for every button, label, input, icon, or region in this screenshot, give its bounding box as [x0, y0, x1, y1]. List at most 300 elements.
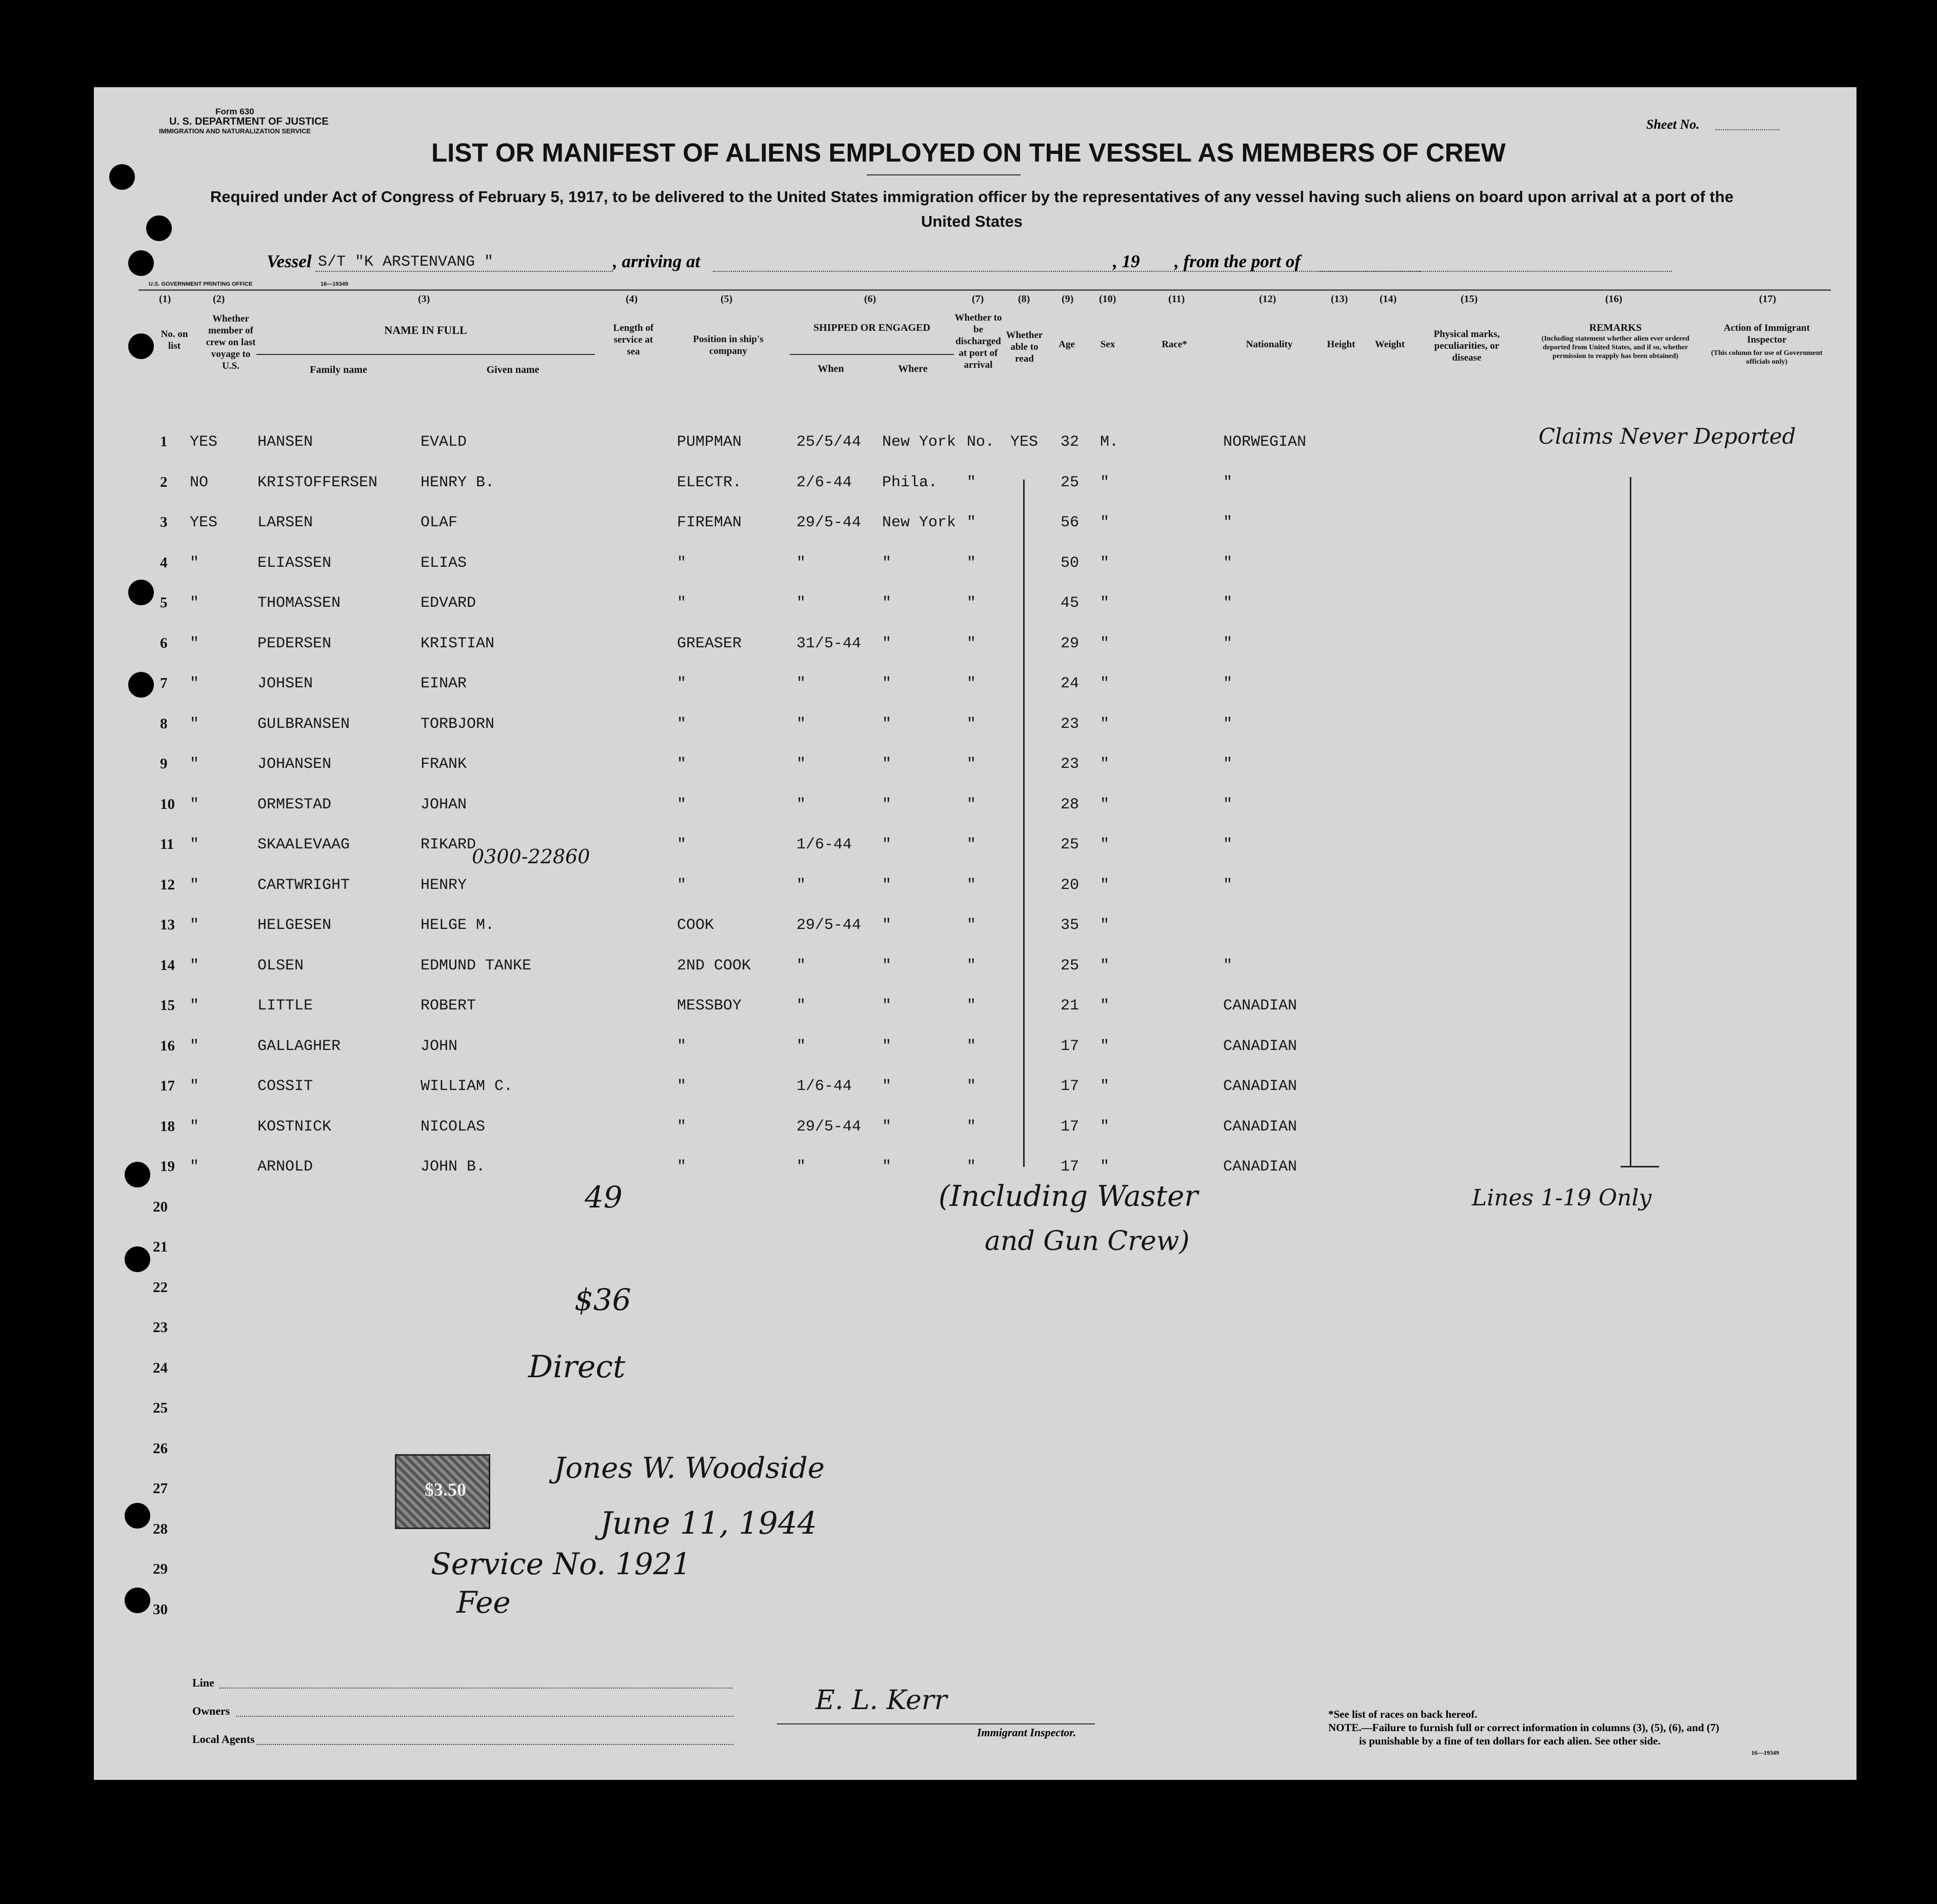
- col-header-action: Action of Immigrant Inspector: [1724, 323, 1810, 345]
- punch-hole: [128, 250, 154, 276]
- cell-when: 29/5-44: [796, 514, 862, 531]
- cell-crew: ": [190, 715, 199, 733]
- row-number: 22: [153, 1279, 168, 1296]
- service-name: IMMIGRATION AND NATURALIZATION SERVICE: [159, 127, 311, 135]
- row-number: 25: [153, 1400, 168, 1416]
- cell-position: ELECTR.: [677, 473, 742, 491]
- cell-where: ": [882, 957, 892, 975]
- row-number: 30: [153, 1601, 168, 1618]
- cell-sex: ": [1100, 1118, 1110, 1136]
- cell-age: 29: [1061, 634, 1080, 652]
- punch-hole: [125, 1246, 150, 1272]
- cell-when: ": [796, 796, 806, 814]
- cell-position: 2ND COOK: [677, 957, 751, 975]
- cell-position: ": [677, 715, 687, 733]
- cell-sex: ": [1100, 957, 1110, 975]
- crew-count: 49: [585, 1180, 623, 1215]
- cell-given-name: EDMUND TANKE: [421, 957, 532, 975]
- cell-family-name: LITTLE: [257, 997, 313, 1015]
- cell-discharged: ": [967, 715, 976, 733]
- page-title: LIST OR MANIFEST OF ALIENS EMPLOYED ON THE VESSEL AS MEMBERS OF CREW: [431, 138, 1506, 167]
- col-header-physical: Physical marks, peculiarities, or disease: [1433, 329, 1500, 363]
- row-number: 21: [153, 1239, 168, 1255]
- footer-owners-label: Owners: [192, 1704, 230, 1717]
- cell-sex: ": [1100, 675, 1110, 692]
- col-num: (10): [1099, 293, 1116, 305]
- cell-family-name: ELIASSEN: [257, 554, 332, 572]
- col-num: (7): [972, 293, 984, 305]
- vessel-name: S/T "K ARSTENVANG ": [318, 253, 494, 271]
- cell-nationality: CANADIAN: [1223, 1078, 1297, 1095]
- punch-hole: [109, 164, 135, 190]
- row-number: 16: [160, 1037, 175, 1054]
- cell-crew: YES: [190, 433, 218, 451]
- cell-age: 28: [1061, 796, 1080, 814]
- row-number: 13: [160, 917, 175, 933]
- row-number: 15: [160, 997, 175, 1014]
- cell-given-name: ROBERT: [421, 997, 476, 1015]
- col-num: (8): [1018, 293, 1030, 305]
- col-num: (6): [864, 293, 876, 305]
- col-num: (1): [159, 293, 171, 305]
- cell-discharged: ": [967, 554, 976, 572]
- col-sub-when: When: [817, 363, 844, 374]
- cell-crew: NO: [190, 473, 209, 491]
- cell-where: ": [882, 796, 892, 814]
- cell-crew: ": [190, 1118, 199, 1136]
- cell-nationality: ": [1223, 675, 1233, 692]
- cell-crew: ": [190, 876, 199, 894]
- cell-when: ": [796, 554, 806, 572]
- cell-family-name: JOHSEN: [257, 675, 313, 692]
- cell-nationality: CANADIAN: [1223, 1158, 1297, 1176]
- cell-where: ": [882, 1078, 892, 1095]
- cell-family-name: GULBRANSEN: [257, 715, 350, 733]
- cell-nationality: ": [1223, 514, 1233, 531]
- cell-given-name: TORBJORN: [421, 715, 495, 733]
- col-num: (17): [1759, 293, 1776, 305]
- lines-note: Lines 1-19 Only: [1472, 1185, 1652, 1211]
- cell-given-name: WILLIAM C.: [421, 1078, 513, 1095]
- col-num: (12): [1259, 293, 1276, 305]
- cell-age: 25: [1061, 836, 1080, 854]
- cell-position: ": [677, 796, 687, 814]
- cell-when: 31/5-44: [796, 634, 862, 652]
- cell-position: ": [677, 876, 687, 894]
- cell-age: 24: [1061, 675, 1080, 692]
- cell-sex: ": [1100, 715, 1110, 733]
- cell-family-name: JOHANSEN: [257, 756, 332, 773]
- cell-crew: ": [190, 997, 199, 1015]
- cell-where: New York: [882, 514, 956, 531]
- cell-sex: ": [1100, 514, 1110, 531]
- cell-family-name: ARNOLD: [257, 1158, 313, 1176]
- cell-sex: ": [1100, 796, 1110, 814]
- sheet-label: Sheet No.: [1646, 117, 1700, 132]
- col-header-discharged: Whether to be discharged at port of arrival: [954, 312, 1002, 370]
- fee-amount: $36: [574, 1282, 631, 1317]
- cell-where: ": [882, 1037, 892, 1055]
- cell-sex: ": [1100, 634, 1110, 652]
- col-header-height: Height: [1327, 339, 1355, 350]
- col-header-crew: Whether member of crew on last voyage to U.S.: [206, 313, 256, 371]
- cell-discharged: ": [967, 1078, 976, 1095]
- cell-discharged: ": [967, 634, 976, 652]
- col-header-shipped: SHIPPED OR ENGAGED: [813, 322, 930, 333]
- cell-sex: ": [1100, 594, 1110, 612]
- cell-where: ": [882, 756, 892, 773]
- from-port-label: , from the port of: [1174, 251, 1301, 271]
- cell-sex: ": [1100, 836, 1110, 854]
- direct-note: Direct: [528, 1349, 626, 1385]
- cell-discharged: ": [967, 473, 976, 491]
- cell-age: 45: [1061, 594, 1080, 612]
- footer-code: 16—19349: [1751, 1749, 1779, 1756]
- including-note-2: and Gun Crew): [985, 1226, 1190, 1257]
- cell-age: 23: [1061, 756, 1080, 773]
- cell-family-name: CARTWRIGHT: [257, 876, 350, 894]
- cell-nationality: ": [1223, 957, 1233, 975]
- row-number: 20: [153, 1198, 168, 1215]
- cell-family-name: THOMASSEN: [257, 594, 341, 612]
- punch-hole: [125, 1162, 150, 1187]
- cell-nationality: ": [1223, 836, 1233, 854]
- row-number: 7: [160, 675, 168, 691]
- col-sub-where: Where: [898, 363, 928, 374]
- cell-family-name: GALLAGHER: [257, 1037, 341, 1055]
- cell-crew: ": [190, 554, 199, 572]
- footer-note-fine-1: NOTE.—Failure to furnish full or correct information in columns (3), (5), (6), and (7): [1328, 1721, 1720, 1734]
- cell-nationality: ": [1223, 594, 1233, 612]
- cell-sex: ": [1100, 876, 1110, 894]
- row-number: 26: [153, 1440, 168, 1457]
- cell-sex: M.: [1100, 433, 1119, 451]
- cell-age: 50: [1061, 554, 1080, 572]
- cell-age: 25: [1061, 957, 1080, 975]
- col-header-name: NAME IN FULL: [384, 324, 467, 336]
- row-number: 19: [160, 1158, 175, 1175]
- col-num: (5): [721, 293, 733, 305]
- cell-given-name: JOHAN: [421, 796, 467, 814]
- col-num: (14): [1380, 293, 1397, 305]
- cell-position: MESSBOY: [677, 997, 742, 1015]
- cell-when: 29/5-44: [796, 917, 862, 934]
- signed-date: June 11, 1944: [600, 1505, 817, 1541]
- footer-line-label: Line: [192, 1676, 214, 1689]
- col-header-weight: Weight: [1374, 339, 1405, 350]
- cell-discharged: ": [967, 1118, 976, 1136]
- cell-family-name: PEDERSEN: [257, 634, 332, 652]
- cell-position: ": [677, 675, 687, 692]
- col-header-position: Position in ship's company: [693, 334, 764, 356]
- arriving-label: , arriving at: [613, 251, 701, 271]
- inspector-label: Immigrant Inspector.: [977, 1726, 1076, 1739]
- cell-crew: ": [190, 917, 199, 934]
- cell-given-name: FRANK: [421, 756, 467, 773]
- cell-nationality: ": [1223, 554, 1233, 572]
- cell-crew: ": [190, 594, 199, 612]
- printing-code: 16—19349: [321, 281, 348, 287]
- cell-given-name: JOHN: [421, 1037, 458, 1055]
- cell-when: ": [796, 715, 806, 733]
- punch-hole: [125, 1588, 150, 1613]
- cell-given-name: ELIAS: [421, 554, 467, 572]
- vessel-label: Vessel: [267, 251, 312, 271]
- row-number: 10: [160, 796, 175, 812]
- cell-sex: ": [1100, 917, 1110, 934]
- cell-family-name: ORMESTAD: [257, 796, 332, 814]
- col-sub-action: (This column for use of Government officials only): [1711, 349, 1823, 366]
- row-number: 23: [153, 1319, 168, 1336]
- cell-family-name: KOSTNICK: [257, 1118, 332, 1136]
- cell-nationality: ": [1223, 876, 1233, 894]
- cell-sex: ": [1100, 473, 1110, 491]
- cell-given-name: HENRY: [421, 876, 467, 894]
- inspector-signature: E. L. Kerr: [815, 1685, 947, 1716]
- cell-where: ": [882, 997, 892, 1015]
- cell-discharged: ": [967, 756, 976, 773]
- col-num: (13): [1331, 293, 1348, 305]
- col-sub-remarks: (Including statement whether alien ever ordered deported from United States, and if so, whether permission to reapply has been obtained): [1541, 335, 1690, 360]
- cell-nationality: CANADIAN: [1223, 1118, 1297, 1136]
- row-number: 27: [153, 1480, 168, 1497]
- col-num: (11): [1168, 293, 1185, 305]
- col-header-nationality: Nationality: [1246, 339, 1293, 350]
- cell-read: YES: [1010, 433, 1039, 451]
- cell-where: Phila.: [882, 473, 938, 491]
- cell-when: ": [796, 594, 806, 612]
- col-sub-family: Family name: [310, 364, 367, 375]
- cell-family-name: OLSEN: [257, 957, 304, 975]
- cell-sex: ": [1100, 756, 1110, 773]
- cell-given-name: RIKARD: [421, 836, 476, 854]
- cell-discharged: ": [967, 514, 976, 531]
- punch-hole: [128, 672, 154, 698]
- col-sub-given: Given name: [486, 364, 540, 375]
- cell-position: ": [677, 1078, 687, 1095]
- cell-age: 35: [1061, 917, 1080, 934]
- punch-hole: [128, 580, 154, 605]
- row-number: 4: [160, 554, 168, 571]
- col-header-service: Length of service at sea: [613, 323, 654, 357]
- footer-note-fine-2: is punishable by a fine of ten dollars for each alien. See other side.: [1359, 1735, 1661, 1747]
- row-number: 14: [160, 957, 175, 974]
- cell-position: ": [677, 594, 687, 612]
- cell-nationality: CANADIAN: [1223, 1037, 1297, 1055]
- cell-where: ": [882, 876, 892, 894]
- cell-family-name: SKAALEVAAG: [257, 836, 350, 854]
- cell-when: ": [796, 1158, 806, 1176]
- row-number: 24: [153, 1359, 168, 1376]
- form-number: Form 630: [215, 107, 254, 116]
- cell-discharged: ": [967, 1158, 976, 1176]
- cell-where: ": [882, 594, 892, 612]
- cell-age: 56: [1061, 514, 1080, 531]
- cell-where: ": [882, 715, 892, 733]
- cell-position: ": [677, 1037, 687, 1055]
- row-number: 5: [160, 594, 168, 611]
- cell-discharged: ": [967, 957, 976, 975]
- cell-family-name: HELGESEN: [257, 917, 332, 934]
- col-num: (4): [626, 293, 638, 305]
- col-header-remarks: REMARKS: [1589, 322, 1642, 333]
- col-num: (15): [1461, 293, 1478, 305]
- cell-sex: ": [1100, 1078, 1110, 1095]
- cell-where: ": [882, 554, 892, 572]
- cell-position: FIREMAN: [677, 514, 742, 531]
- cell-when: ": [796, 1037, 806, 1055]
- revenue-stamp: $3.50: [395, 1454, 490, 1529]
- col-num: (2): [213, 293, 225, 305]
- file-number: 0300-22860: [472, 845, 590, 868]
- cell-position: ": [677, 554, 687, 572]
- cell-where: ": [882, 634, 892, 652]
- cell-when: ": [796, 675, 806, 692]
- cell-age: 17: [1061, 1158, 1080, 1176]
- cell-family-name: COSSIT: [257, 1078, 313, 1095]
- cell-crew: ": [190, 1037, 199, 1055]
- cell-age: 32: [1061, 433, 1080, 451]
- page-subtitle: Required under Act of Congress of February 5, 1917, to be delivered to the United States immigration officer by the representatives of any vessel having such aliens on board upon arrival at a port of the United States: [210, 188, 1734, 230]
- col-header-sex: Sex: [1100, 339, 1115, 350]
- remarks-row1: Claims Never Deported: [1539, 424, 1796, 449]
- col-header-race: Race*: [1162, 339, 1187, 350]
- cell-where: New York: [882, 433, 956, 451]
- cell-given-name: NICOLAS: [421, 1118, 486, 1136]
- cell-discharged: ": [967, 876, 976, 894]
- cell-crew: ": [190, 675, 199, 692]
- cell-given-name: HELGE M.: [421, 917, 495, 934]
- row-number: 3: [160, 514, 168, 530]
- row-number: 1: [160, 433, 168, 450]
- cell-where: ": [882, 1118, 892, 1136]
- col-header-no: No. on list: [161, 329, 188, 351]
- cell-crew: ": [190, 957, 199, 975]
- cell-where: ": [882, 917, 892, 934]
- cell-given-name: JOHN B.: [421, 1158, 486, 1176]
- cell-age: 20: [1061, 876, 1080, 894]
- cell-given-name: OLAF: [421, 514, 458, 531]
- cell-discharged: ": [967, 1037, 976, 1055]
- cell-when: 1/6-44: [796, 836, 852, 854]
- cell-sex: ": [1100, 554, 1110, 572]
- cell-discharged: ": [967, 594, 976, 612]
- cell-position: PUMPMAN: [677, 433, 742, 451]
- cell-crew: ": [190, 1078, 199, 1095]
- cell-position: ": [677, 756, 687, 773]
- cell-discharged: ": [967, 796, 976, 814]
- row-number: 17: [160, 1078, 175, 1094]
- cell-discharged: ": [967, 836, 976, 854]
- punch-hole: [125, 1503, 150, 1529]
- cell-discharged: No.: [967, 433, 995, 451]
- col-header-age: Age: [1059, 339, 1075, 350]
- row-number: 9: [160, 756, 168, 772]
- cell-given-name: EDVARD: [421, 594, 476, 612]
- col-num: (9): [1062, 293, 1074, 305]
- row-number: 6: [160, 634, 168, 651]
- row-number: 2: [160, 473, 168, 490]
- cell-where: ": [882, 836, 892, 854]
- cell-when: ": [796, 876, 806, 894]
- col-header-read: Whether able to read: [1006, 330, 1043, 364]
- col-num: (3): [418, 293, 430, 305]
- cell-family-name: HANSEN: [257, 433, 313, 451]
- punch-hole: [128, 333, 154, 359]
- cell-position: ": [677, 1118, 687, 1136]
- cell-position: ": [677, 1158, 687, 1176]
- punch-hole: [146, 215, 172, 241]
- cell-sex: ": [1100, 1158, 1110, 1176]
- cell-discharged: ": [967, 675, 976, 692]
- cell-when: 2/6-44: [796, 473, 852, 491]
- cell-given-name: EINAR: [421, 675, 467, 692]
- cell-where: ": [882, 675, 892, 692]
- cell-when: ": [796, 756, 806, 773]
- cell-age: 17: [1061, 1118, 1080, 1136]
- cell-age: 17: [1061, 1037, 1080, 1055]
- cell-crew: ": [190, 796, 199, 814]
- cell-given-name: EVALD: [421, 433, 467, 451]
- cell-given-name: HENRY B.: [421, 473, 495, 491]
- cell-nationality: ": [1223, 715, 1233, 733]
- including-note-1: (Including Waster: [938, 1180, 1199, 1213]
- row-number: 12: [160, 876, 175, 893]
- col-num: (16): [1605, 293, 1623, 305]
- cell-age: 25: [1061, 473, 1080, 491]
- cell-when: ": [796, 957, 806, 975]
- service-number: Service No. 1921: [431, 1546, 691, 1581]
- cell-discharged: ": [967, 997, 976, 1015]
- cell-when: ": [796, 997, 806, 1015]
- cell-age: 17: [1061, 1078, 1080, 1095]
- cell-where: ": [882, 1158, 892, 1176]
- footer-note-races: *See list of races on back hereof.: [1328, 1708, 1477, 1720]
- row-number: 18: [160, 1118, 175, 1135]
- cell-nationality: CANADIAN: [1223, 997, 1297, 1015]
- department-name: U. S. DEPARTMENT OF JUSTICE: [169, 116, 329, 127]
- printing-office: U.S. GOVERNMENT PRINTING OFFICE: [149, 281, 253, 287]
- cell-when: 29/5-44: [796, 1118, 862, 1136]
- cell-position: GREASER: [677, 634, 742, 652]
- signature: Jones W. Woodside: [554, 1452, 825, 1485]
- cell-family-name: LARSEN: [257, 514, 313, 531]
- cell-when: 25/5/44: [796, 433, 862, 451]
- cell-sex: ": [1100, 997, 1110, 1015]
- cell-age: 21: [1061, 997, 1080, 1015]
- cell-sex: ": [1100, 1037, 1110, 1055]
- cell-position: COOK: [677, 917, 714, 934]
- cell-when: 1/6-44: [796, 1078, 852, 1095]
- cell-position: ": [677, 836, 687, 854]
- row-number: 11: [160, 836, 174, 852]
- cell-nationality: ": [1223, 473, 1233, 491]
- cell-nationality: ": [1223, 796, 1233, 814]
- cell-discharged: ": [967, 917, 976, 934]
- cell-family-name: KRISTOFFERSEN: [257, 473, 378, 491]
- cell-nationality: NORWEGIAN: [1223, 433, 1307, 451]
- row-number: 28: [153, 1520, 168, 1537]
- row-number: 29: [153, 1561, 168, 1577]
- cell-nationality: ": [1223, 756, 1233, 773]
- fee-note: Fee: [456, 1585, 511, 1620]
- cell-crew: ": [190, 1158, 199, 1176]
- footer-agents-label: Local Agents: [192, 1733, 255, 1746]
- cell-crew: YES: [190, 514, 218, 531]
- row-number: 8: [160, 715, 168, 732]
- year-label: , 19: [1113, 251, 1140, 271]
- cell-crew: ": [190, 634, 199, 652]
